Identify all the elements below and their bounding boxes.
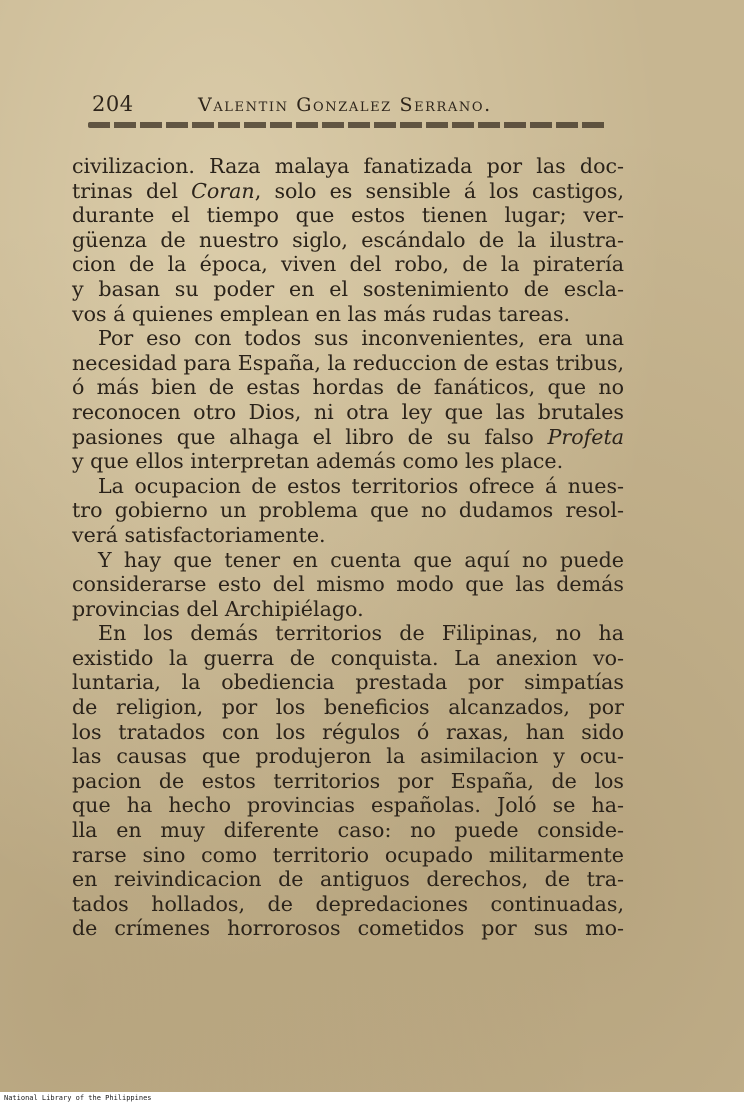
running-head: [88, 90, 608, 120]
text-line: trinas del Coran, solo es sensible á los castigos,: [72, 178, 624, 203]
text-line: y que ellos interpretan además como les place.: [72, 449, 564, 474]
paragraph-start-line: Y hay que tener en cuenta que aquí no puede: [98, 547, 624, 572]
text-line: necesidad para España, la reduccion de estas tribus,: [72, 350, 624, 375]
italic-term: Profeta: [547, 424, 624, 449]
text-line: provincias del Archipiélago.: [72, 596, 364, 621]
text-line: tro gobierno un problema que no dudamos resol-: [72, 498, 624, 523]
text-line: considerarse esto del mismo modo que las demás: [72, 572, 624, 597]
text-line: las causas que produjeron la asimilacion y ocu-: [72, 744, 624, 769]
text-line: en reivindicacion de antiguos derechos, de tra-: [72, 867, 624, 892]
library-credit: National Library of the Philippines: [4, 1094, 152, 1102]
text-line: verá satisfactoriamente.: [72, 522, 326, 547]
text-line: los tratados con los régulos ó raxas, han sido: [72, 719, 624, 744]
text-line: tados hollados, de depredaciones continuadas,: [72, 891, 624, 916]
header-rule: [88, 122, 608, 128]
paragraph-start-line: En los demás territorios de Filipinas, no ha: [98, 621, 624, 646]
text-line: de religion, por los beneficios alcanzados, por: [72, 695, 624, 720]
text-line: de crímenes horrorosos cometidos por sus mo-: [72, 916, 624, 941]
text-line: güenza de nuestro siglo, escándalo de la ilustra-: [72, 227, 624, 252]
page-number: 204: [92, 92, 134, 116]
body-text: [72, 154, 624, 941]
italic-term: Coran: [191, 178, 255, 203]
text-line: reconocen otro Dios, ni otra ley que las brutales: [72, 399, 624, 424]
text-line: civilizacion. Raza malaya fanatizada por las doc-: [72, 154, 624, 178]
text-line: luntaria, la obediencia prestada por simpatías: [72, 670, 624, 695]
text-line: existido la guerra de conquista. La anexion vo-: [72, 645, 624, 670]
running-title: Valentin Gonzalez Serrano.: [198, 94, 492, 116]
text-line: pacion de estos territorios por España, de los: [72, 768, 624, 793]
text-line: rarse sino como territorio ocupado militarmente: [72, 842, 624, 867]
paragraph-start-line: Por eso con todos sus inconvenientes, era una: [98, 326, 624, 351]
text-line: lla en muy diferente caso: no puede conside-: [72, 818, 624, 843]
text-line: pasiones que alhaga el libro de su falso Profeta: [72, 424, 624, 449]
paragraph-start-line: La ocupacion de estos territorios ofrece á nues-: [98, 473, 624, 498]
text-line: cion de la época, viven del robo, de la piratería: [72, 252, 624, 277]
text-line: ó más bien de estas hordas de fanáticos, que no: [72, 375, 624, 400]
text-line: y basan su poder en el sostenimiento de escla-: [72, 276, 624, 301]
text-line: durante el tiempo que estos tienen lugar; ver-: [72, 203, 624, 228]
text-line: vos á quienes emplean en las más rudas tareas.: [72, 301, 571, 326]
text-line: que ha hecho provincias españolas. Joló se ha-: [72, 793, 624, 818]
